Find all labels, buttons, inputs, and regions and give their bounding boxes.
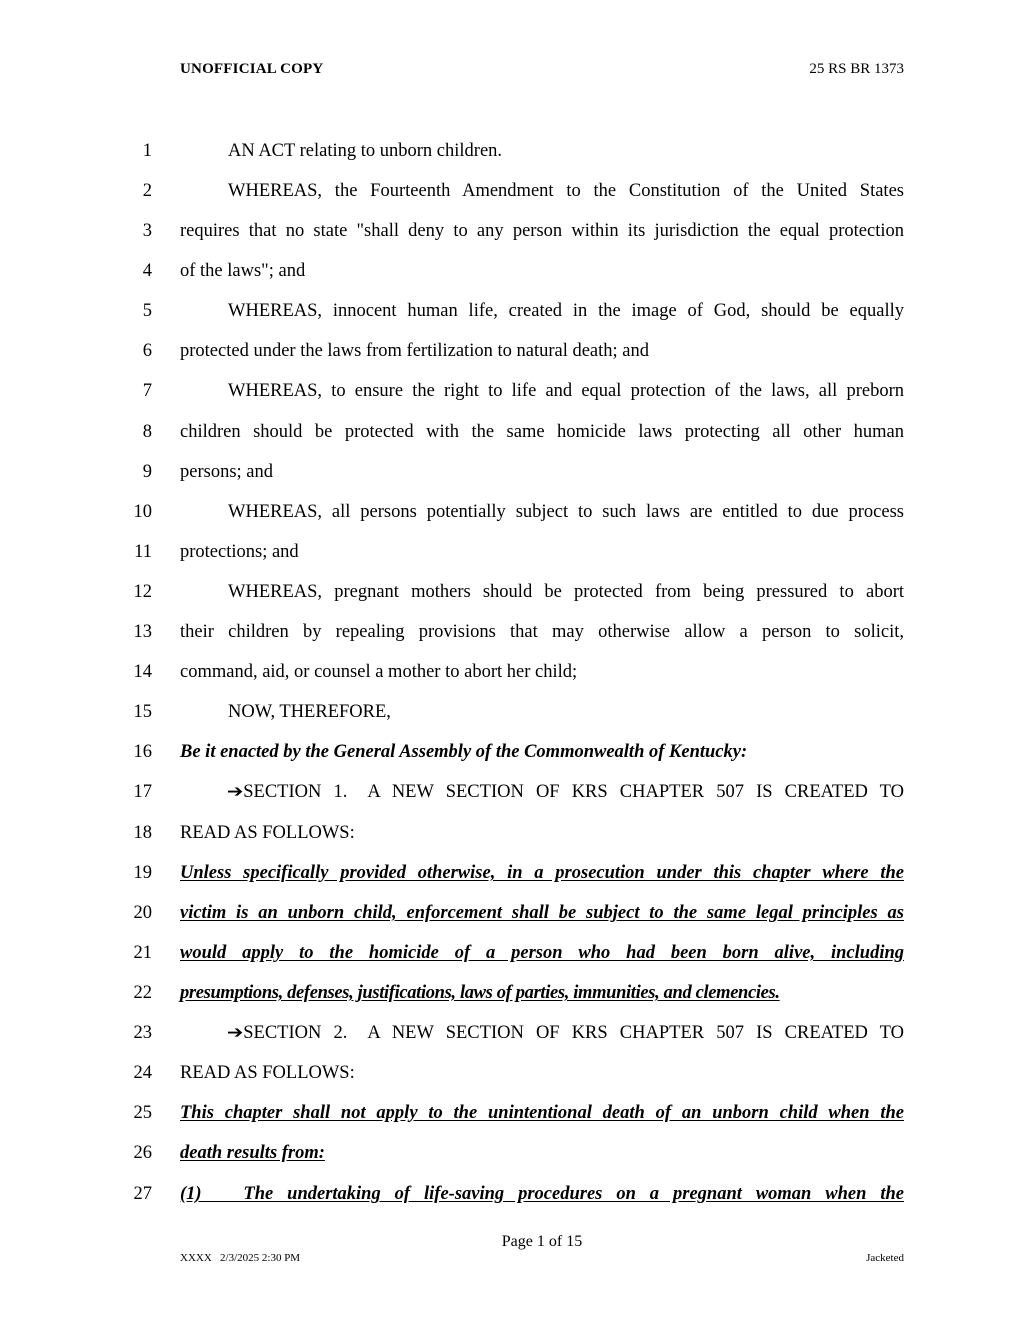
section-heading-text: A NEW SECTION OF KRS CHAPTER 507 IS CREATED TO — [367, 782, 904, 802]
section-heading-continued: READ AS FOLLOWS: — [180, 823, 355, 843]
whereas-clause-line: WHEREAS, pregnant mothers should be protected from being pressured to abort — [228, 582, 904, 602]
line-number: 14 — [133, 662, 152, 682]
whereas-clause-line: protected under the laws from fertilization to natural death; and — [180, 341, 650, 361]
whereas-clause-line: WHEREAS, all persons potentially subject to such laws are entitled to due process — [228, 502, 904, 522]
section-1-heading — [180, 780, 904, 804]
line-number: 9 — [142, 462, 152, 482]
new-statute-text-line: presumptions, defenses, justifications, laws of parties, immunities, and clemencies. — [180, 983, 780, 1003]
page-number: Page 1 of 15 — [501, 1233, 583, 1250]
footer-timestamp: XXXX 2/3/2025 2:30 PM — [180, 1252, 301, 1264]
line-number: 15 — [133, 702, 152, 722]
line-number: 23 — [133, 1023, 152, 1043]
line-number: 2 — [142, 181, 152, 201]
act-title-line: AN ACT relating to unborn children. — [228, 141, 503, 161]
now-therefore-line: NOW, THEREFORE, — [228, 702, 391, 722]
whereas-clause-line: children should be protected with the same homicide laws protecting all other human — [180, 422, 904, 442]
whereas-clause-line: requires that no state "shall deny to any person within its jurisdiction the equal protection — [180, 221, 904, 241]
header-unofficial-copy: UNOFFICIAL COPY — [180, 61, 324, 77]
line-number: 10 — [133, 502, 152, 522]
line-number: 27 — [133, 1184, 152, 1204]
line-number: 19 — [133, 863, 152, 883]
line-number: 8 — [142, 422, 152, 442]
line-number: 25 — [133, 1103, 152, 1123]
whereas-clause-line: of the laws"; and — [180, 261, 306, 281]
line-number: 13 — [133, 622, 152, 642]
line-number: 12 — [133, 582, 152, 602]
line-number: 1 — [142, 141, 152, 161]
new-statute-text-line: victim is an unborn child, enforcement shall be subject to the same legal principles as — [180, 903, 904, 923]
new-statute-text-line: This chapter shall not apply to the unintentional death of an unborn child when the — [180, 1103, 904, 1123]
line-number: 21 — [133, 943, 152, 963]
new-statute-text-line: would apply to the homicide of a person who had been born alive, including — [180, 943, 904, 963]
section-number: SECTION 1. — [243, 782, 348, 802]
line-number: 17 — [133, 782, 152, 802]
line-number: 3 — [142, 221, 152, 241]
section-number: SECTION 2. — [243, 1023, 348, 1043]
section-heading-continued: READ AS FOLLOWS: — [180, 1063, 355, 1083]
line-number: 5 — [142, 301, 152, 321]
line-number: 6 — [142, 341, 152, 361]
section-2-heading — [180, 1021, 904, 1045]
line-number: 11 — [134, 542, 152, 562]
line-number: 4 — [142, 261, 152, 281]
line-number: 26 — [133, 1143, 152, 1163]
whereas-clause-line: WHEREAS, to ensure the right to life and equal protection of the laws, all preborn — [228, 381, 904, 401]
whereas-clause-line: their children by repealing provisions that may otherwise allow a person to solicit, — [180, 622, 904, 642]
new-statute-text-line: (1) The undertaking of life-saving procedures on a pregnant woman when the — [180, 1184, 904, 1204]
whereas-clause-line: persons; and — [180, 462, 273, 482]
line-number: 18 — [133, 823, 152, 843]
whereas-clause-line: WHEREAS, the Fourteenth Amendment to the Constitution of the United States — [228, 181, 904, 201]
new-statute-text-line: death results from: — [180, 1143, 325, 1163]
footer-status: Jacketed — [866, 1252, 904, 1264]
whereas-clause-line: command, aid, or counsel a mother to abort her child; — [180, 662, 578, 682]
line-number: 22 — [133, 983, 152, 1003]
line-number: 20 — [133, 903, 152, 923]
whereas-clause-line: WHEREAS, innocent human life, created in the image of God, should be equally — [228, 301, 904, 321]
line-number: 7 — [142, 381, 152, 401]
arrow-right-icon: ➔ — [226, 1023, 244, 1043]
whereas-clause-line: protections; and — [180, 542, 299, 562]
header-bill-request-number: 25 RS BR 1373 — [809, 61, 904, 77]
line-number: 24 — [133, 1063, 152, 1083]
line-number: 16 — [133, 742, 152, 762]
section-heading-text: A NEW SECTION OF KRS CHAPTER 507 IS CREATED TO — [367, 1023, 904, 1043]
arrow-right-icon: ➔ — [226, 782, 244, 802]
enacting-clause: Be it enacted by the General Assembly of the Commonwealth of Kentucky: — [180, 742, 748, 762]
new-statute-text-line: Unless specifically provided otherwise, in a prosecution under this chapter where the — [180, 863, 904, 883]
